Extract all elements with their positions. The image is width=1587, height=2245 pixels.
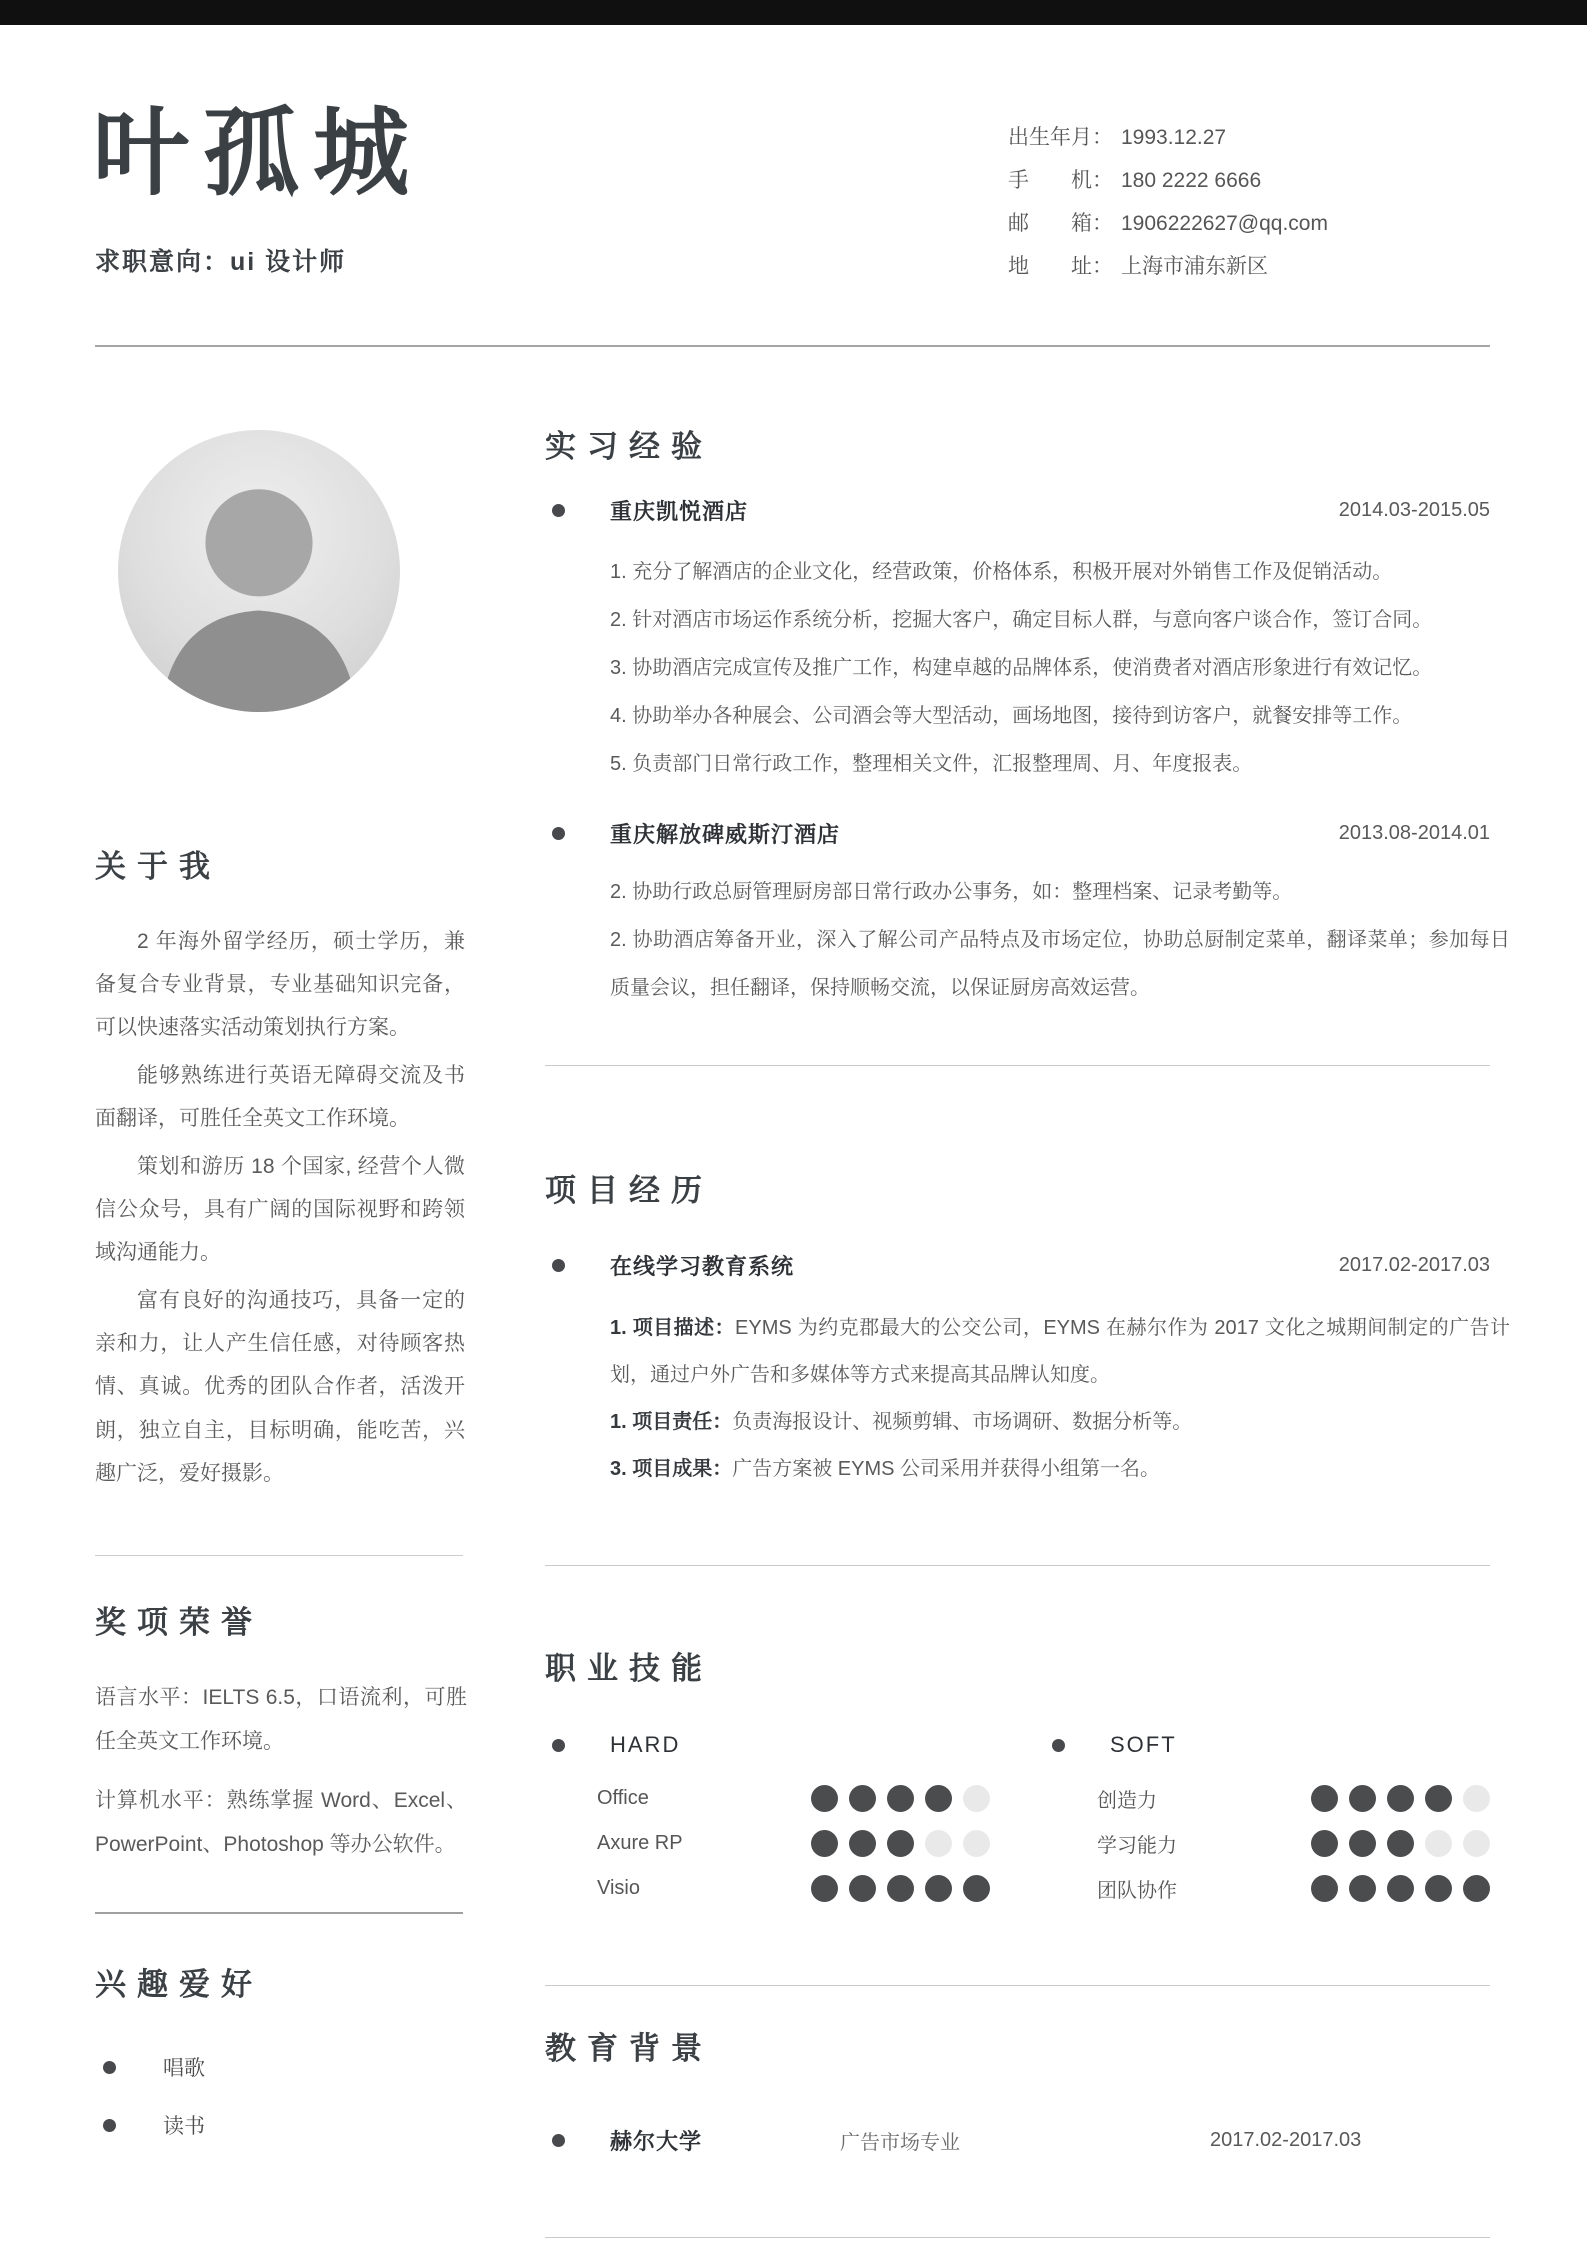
about-paragraph: 2 年海外留学经历，硕士学历，兼备复合专业背景，专业基础知识完备，可以快速落实活动策划执行方案。 <box>95 930 465 1040</box>
dot-filled-icon <box>811 1785 838 1812</box>
section-title-skills: 职业技能 <box>545 1651 713 1686</box>
dot-filled-icon <box>811 1875 838 1902</box>
dot-filled-icon <box>811 1830 838 1857</box>
job-duties-list <box>610 548 1500 788</box>
skill-rating-dots <box>811 1875 990 1902</box>
left-divider-2 <box>95 1912 463 1914</box>
section-title-about: 关于我 <box>95 849 221 884</box>
skills-column-header <box>1045 1722 1490 1768</box>
dot-filled-icon <box>1311 1875 1338 1902</box>
contact-label: 地 址： <box>1008 255 1113 278</box>
dot-filled-icon <box>1463 1875 1490 1902</box>
project-details-list <box>610 1305 1510 1493</box>
bullet-icon <box>103 2119 116 2132</box>
awards-paragraph: 计算机水平：熟练掌握 Word、Excel、PowerPoint、Photoshop 等办公软件。 <box>95 1789 467 1857</box>
dot-filled-icon <box>887 1830 914 1857</box>
skill-name: Visio <box>597 1877 640 1899</box>
dot-filled-icon <box>1349 1875 1376 1902</box>
job-duty-item: 3. 协助酒店完成宣传及推广工作，构建卓越的品牌体系，使消费者对酒店形象进行有效记忆。 <box>610 657 1433 679</box>
bullet-icon <box>1052 1739 1065 1752</box>
skill-row <box>545 1866 990 1911</box>
dot-filled-icon <box>1425 1785 1452 1812</box>
skill-row <box>545 1821 990 1866</box>
bullet-icon <box>552 827 565 840</box>
project-date: 2017.02-2017.03 <box>1338 1254 1490 1276</box>
education-major: 广告市场专业 <box>840 2132 960 2154</box>
education-entry <box>545 2125 1490 2156</box>
dot-filled-icon <box>1387 1875 1414 1902</box>
about-paragraph: 富有良好的沟通技巧，具备一定的亲和力，让人产生信任感，对待顾客热情、真诚。优秀的团队合作者，活泼开朗，独立自主，目标明确，能吃苦，兴趣广泛，爱好摄影。 <box>95 1289 465 1485</box>
hobbies-list <box>95 2038 463 2154</box>
dot-filled-icon <box>887 1785 914 1812</box>
project-detail-item <box>610 1305 1510 1399</box>
dot-empty-icon <box>1463 1830 1490 1857</box>
bullet-icon <box>552 2134 565 2147</box>
dot-empty-icon <box>963 1830 990 1857</box>
job-date: 2013.08-2014.01 <box>1338 822 1490 844</box>
contact-value-address: 上海市浦东新区 <box>1121 255 1268 278</box>
candidate-name: 叶孤城 <box>93 100 423 207</box>
left-divider-1 <box>95 1555 463 1556</box>
skill-name: 创造力 <box>1097 1790 1157 1812</box>
bullet-icon <box>103 2061 116 2074</box>
dot-filled-icon <box>1349 1830 1376 1857</box>
job-duty-item: 2. 针对酒店市场运作系统分析，挖掘大客户，确定目标人群，与意向客户谈合作，签订合同。 <box>610 609 1433 631</box>
project-detail-label: 1. 项目责任： <box>610 1411 733 1433</box>
section-title-awards: 奖项荣誉 <box>95 1605 263 1640</box>
dot-empty-icon <box>1463 1785 1490 1812</box>
contact-row-address <box>1008 245 1488 288</box>
skill-rating-dots <box>1311 1830 1490 1857</box>
contact-row-phone <box>1008 159 1488 202</box>
dot-filled-icon <box>1311 1785 1338 1812</box>
top-black-bar <box>0 0 1587 25</box>
hobby-label: 读书 <box>163 2115 205 2138</box>
dot-filled-icon <box>1311 1830 1338 1857</box>
bullet-icon <box>552 504 565 517</box>
education-school: 赫尔大学 <box>610 2129 703 2154</box>
about-paragraph: 能够熟练进行英语无障碍交流及书面翻译，可胜任全英文工作环境。 <box>95 1064 465 1131</box>
skill-row <box>545 1776 990 1821</box>
skills-grid <box>545 1722 1490 1911</box>
job-duty-item: 2. 协助行政总厨管理厨房部日常行政办公事务，如：整理档案、记录考勤等。 <box>610 881 1293 903</box>
contact-row-email <box>1008 202 1488 245</box>
skills-column-hard <box>545 1722 990 1911</box>
job-name: 重庆凯悦酒店 <box>610 499 749 524</box>
job-duty-item: 2. 协助酒店筹备开业，深入了解公司产品特点及市场定位，协助总厨制定菜单，翻译菜单；参加每日质量会议，担任翻译，保持顺畅交流，以保证厨房高效运营。 <box>610 929 1510 999</box>
dot-filled-icon <box>1387 1830 1414 1857</box>
skill-name: 学习能力 <box>1097 1835 1177 1857</box>
contact-label: 手 机： <box>1008 169 1113 192</box>
project-detail-label: 3. 项目成果： <box>610 1458 733 1480</box>
right-divider-2 <box>545 1565 1490 1566</box>
dot-filled-icon <box>1387 1785 1414 1812</box>
dot-filled-icon <box>1425 1875 1452 1902</box>
skill-row <box>1045 1821 1490 1866</box>
skill-name: Office <box>597 1787 649 1809</box>
bullet-icon <box>552 1259 565 1272</box>
job-duties-list <box>610 868 1510 1012</box>
right-divider-1 <box>545 1065 1490 1066</box>
dot-empty-icon <box>1425 1830 1452 1857</box>
skill-row <box>1045 1776 1490 1821</box>
project-detail-label: 1. 项目描述： <box>610 1317 736 1339</box>
skill-rating-dots <box>1311 1785 1490 1812</box>
contact-value-email: 1906222627@qq.com <box>1121 212 1328 235</box>
job-entry-header <box>545 818 1490 849</box>
skills-column-soft <box>1045 1722 1490 1911</box>
job-date: 2014.03-2015.05 <box>1338 499 1490 521</box>
skills-header-label: HARD <box>610 1732 681 1757</box>
person-icon <box>118 430 400 712</box>
section-title-hobbies: 兴趣爱好 <box>95 1967 263 2002</box>
about-paragraph: 策划和游历 18 个国家, 经营个人微信公众号，具有广阔的国际视野和跨领域沟通能力。 <box>95 1155 465 1265</box>
awards-text <box>95 1676 467 1882</box>
dot-filled-icon <box>1349 1785 1376 1812</box>
section-title-experience: 实习经验 <box>545 429 713 464</box>
section-title-education: 教育背景 <box>545 2031 713 2066</box>
hobby-item <box>95 2038 463 2096</box>
skill-name: 团队协作 <box>1097 1880 1177 1902</box>
contact-value-birthdate: 1993.12.27 <box>1121 126 1227 149</box>
job-duty-item: 4. 协助举办各种展会、公司酒会等大型活动，画场地图，接待到访客户，就餐安排等工作。 <box>610 705 1413 727</box>
section-title-projects: 项目经历 <box>545 1173 713 1208</box>
header-divider <box>95 345 1490 347</box>
project-name: 在线学习教育系统 <box>610 1254 795 1279</box>
awards-paragraph: 语言水平：IELTS 6.5，口语流利，可胜任全英文工作环境。 <box>95 1686 467 1754</box>
skills-column-header <box>545 1722 990 1768</box>
project-detail-text: 广告方案被 EYMS 公司采用并获得小组第一名。 <box>732 1458 1161 1480</box>
skill-rating-dots <box>811 1785 990 1812</box>
project-detail-item <box>610 1446 1510 1493</box>
dot-filled-icon <box>925 1785 952 1812</box>
skill-rating-dots <box>1311 1875 1490 1902</box>
hobby-label: 唱歌 <box>163 2057 205 2080</box>
contact-label: 邮 箱： <box>1008 212 1113 235</box>
dot-empty-icon <box>963 1785 990 1812</box>
contact-value-phone: 180 2222 6666 <box>1121 169 1262 192</box>
contact-label: 出生年月： <box>1008 126 1113 149</box>
project-entry-header <box>545 1250 1490 1281</box>
about-text <box>95 920 465 1500</box>
job-entry-header <box>545 495 1490 526</box>
contact-info <box>1008 116 1488 288</box>
right-divider-4 <box>545 2237 1490 2238</box>
job-intent: 求职意向：ui 设计师 <box>95 248 347 276</box>
skill-name: Axure RP <box>597 1832 683 1854</box>
project-detail-text: 负责海报设计、视频剪辑、市场调研、数据分析等。 <box>732 1411 1193 1433</box>
job-name: 重庆解放碑威斯汀酒店 <box>610 822 841 847</box>
bullet-icon <box>552 1739 565 1752</box>
project-detail-text: EYMS 为约克郡最大的公交公司，EYMS 在赫尔作为 2017 文化之城期间制定的广告计划，通过户外广告和多媒体等方式来提高其品牌认知度。 <box>610 1317 1510 1386</box>
skills-header-label: SOFT <box>1110 1732 1177 1757</box>
right-divider-3 <box>545 1985 1490 1986</box>
dot-filled-icon <box>849 1785 876 1812</box>
contact-row-birth <box>1008 116 1488 159</box>
job-duty-item: 5. 负责部门日常行政工作，整理相关文件，汇报整理周、月、年度报表。 <box>610 753 1253 775</box>
dot-empty-icon <box>925 1830 952 1857</box>
dot-filled-icon <box>849 1830 876 1857</box>
project-detail-item <box>610 1399 1510 1446</box>
dot-filled-icon <box>963 1875 990 1902</box>
skill-rating-dots <box>811 1830 990 1857</box>
skill-row <box>1045 1866 1490 1911</box>
dot-filled-icon <box>887 1875 914 1902</box>
job-duty-item: 1. 充分了解酒店的企业文化，经营政策，价格体系，积极开展对外销售工作及促销活动。 <box>610 561 1393 583</box>
profile-photo <box>118 430 400 712</box>
dot-filled-icon <box>849 1875 876 1902</box>
dot-filled-icon <box>925 1875 952 1902</box>
education-date: 2017.02-2017.03 <box>1210 2129 1362 2151</box>
hobby-item <box>95 2096 463 2154</box>
